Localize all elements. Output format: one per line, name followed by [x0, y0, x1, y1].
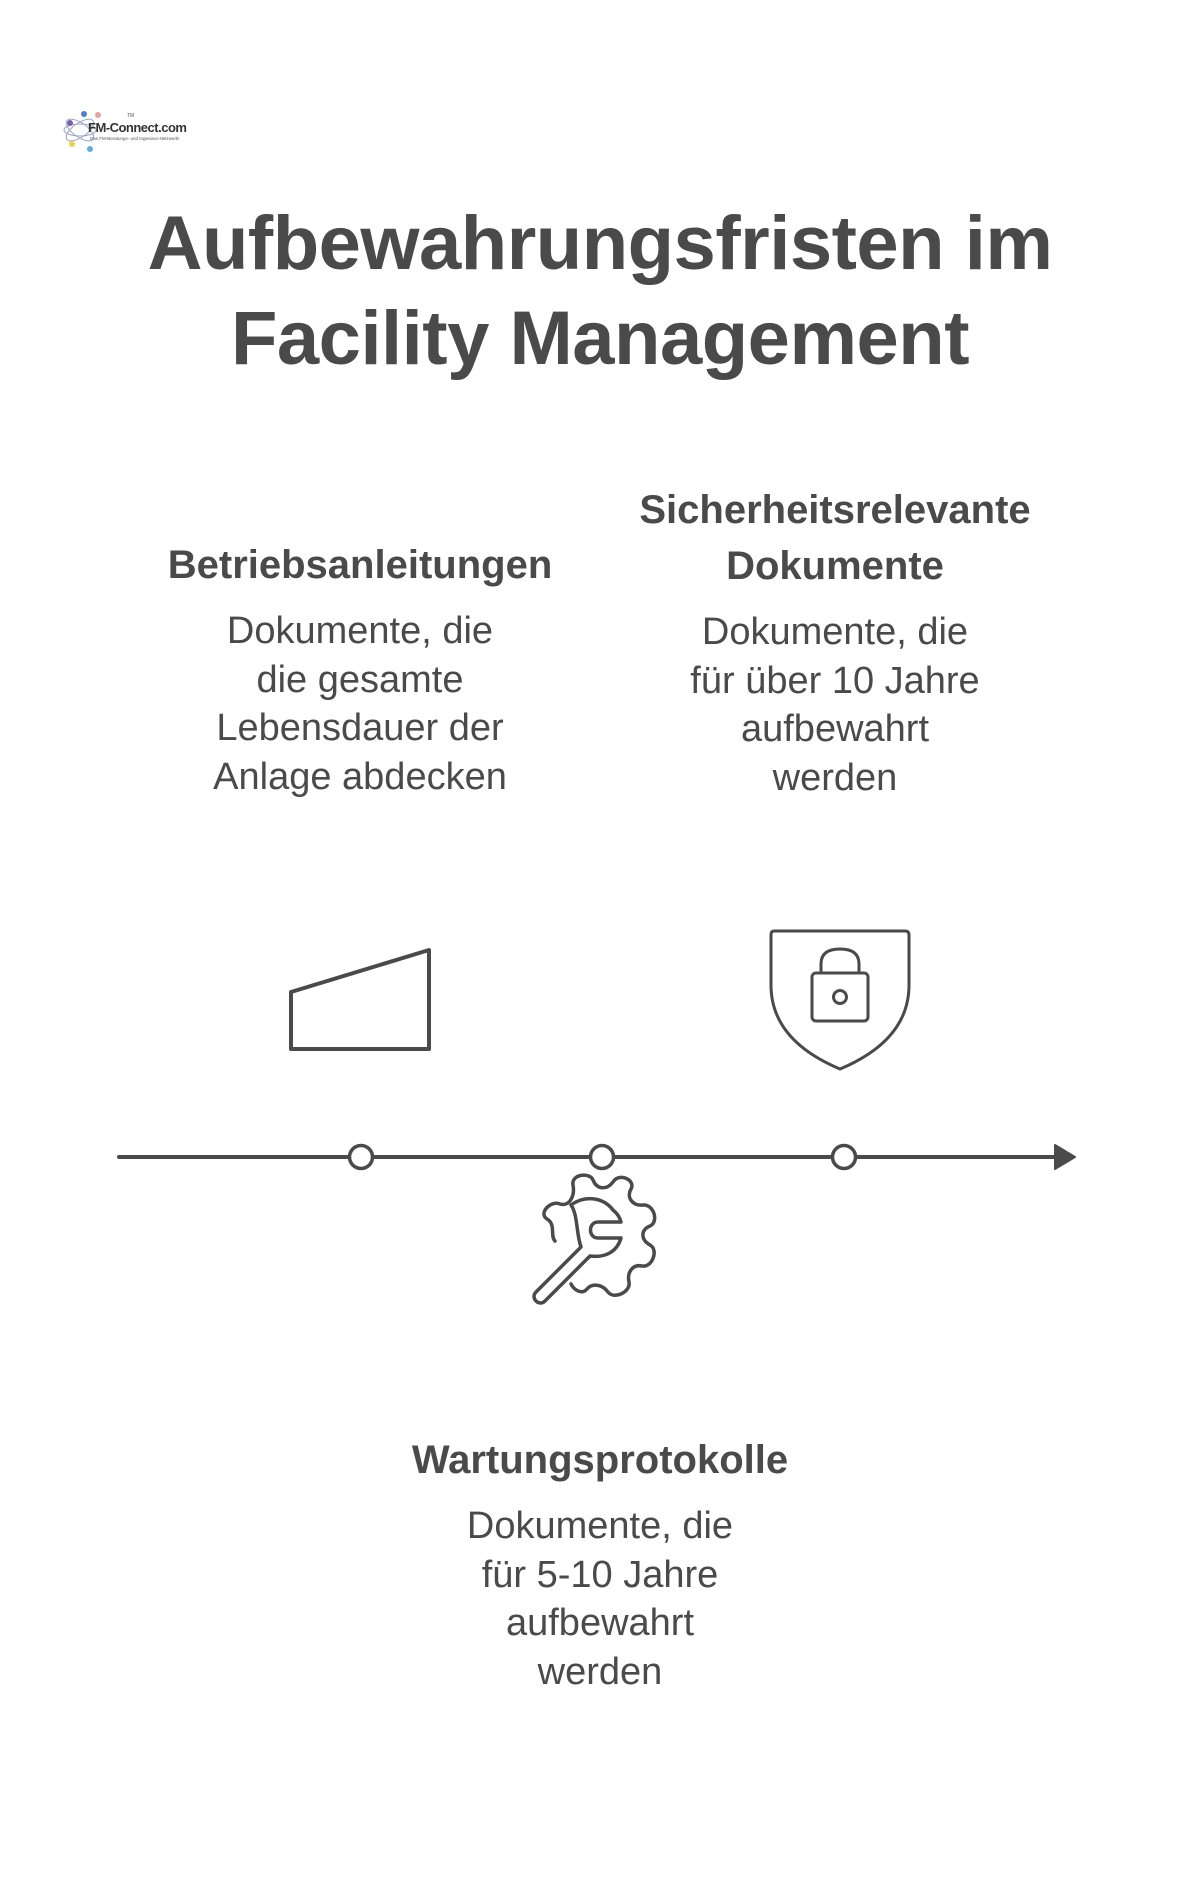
milestone-heading: Betriebsanleitungen: [167, 543, 553, 587]
description-line: Anlage abdecken: [213, 755, 507, 798]
description-line: Dokumente, die: [466, 1505, 734, 1547]
description-line: die gesamte: [256, 658, 464, 701]
logo-trademark: TM: [127, 113, 135, 119]
logo-wordmark: FM-Connect.com: [88, 120, 187, 135]
description-line: aufbewahrt: [505, 1602, 694, 1644]
description-line: für über 10 Jahre: [690, 659, 980, 702]
timeline-node-3: [833, 1146, 856, 1169]
shield-lock-icon: [771, 931, 909, 1069]
heading-line: Sicherheitsrelevante: [639, 488, 1031, 532]
gear-wrench-icon: [534, 1175, 655, 1303]
description-line: werden: [537, 1650, 663, 1693]
description-line: Dokumente, die: [226, 610, 494, 652]
page-title-line-2: Facility Management: [230, 296, 970, 381]
description-line: werden: [772, 756, 898, 799]
description-line: Dokumente, die: [701, 611, 969, 653]
document-shape-icon: [291, 950, 429, 1049]
heading-line: Dokumente: [726, 544, 944, 588]
timeline-node-1: [350, 1146, 373, 1169]
page-title-line-1: Aufbewahrungsfristen im: [147, 201, 1053, 286]
logo-tagline: Das FM-Beratungs- und Ingenieur-Netzwerk!: [90, 136, 180, 141]
description-line: aufbewahrt: [740, 708, 929, 750]
description-line: für 5-10 Jahre: [481, 1553, 719, 1596]
description-line: Lebensdauer der: [216, 707, 504, 749]
timeline-node-2: [591, 1146, 614, 1169]
milestone-heading: Wartungsprotokolle: [411, 1438, 789, 1482]
